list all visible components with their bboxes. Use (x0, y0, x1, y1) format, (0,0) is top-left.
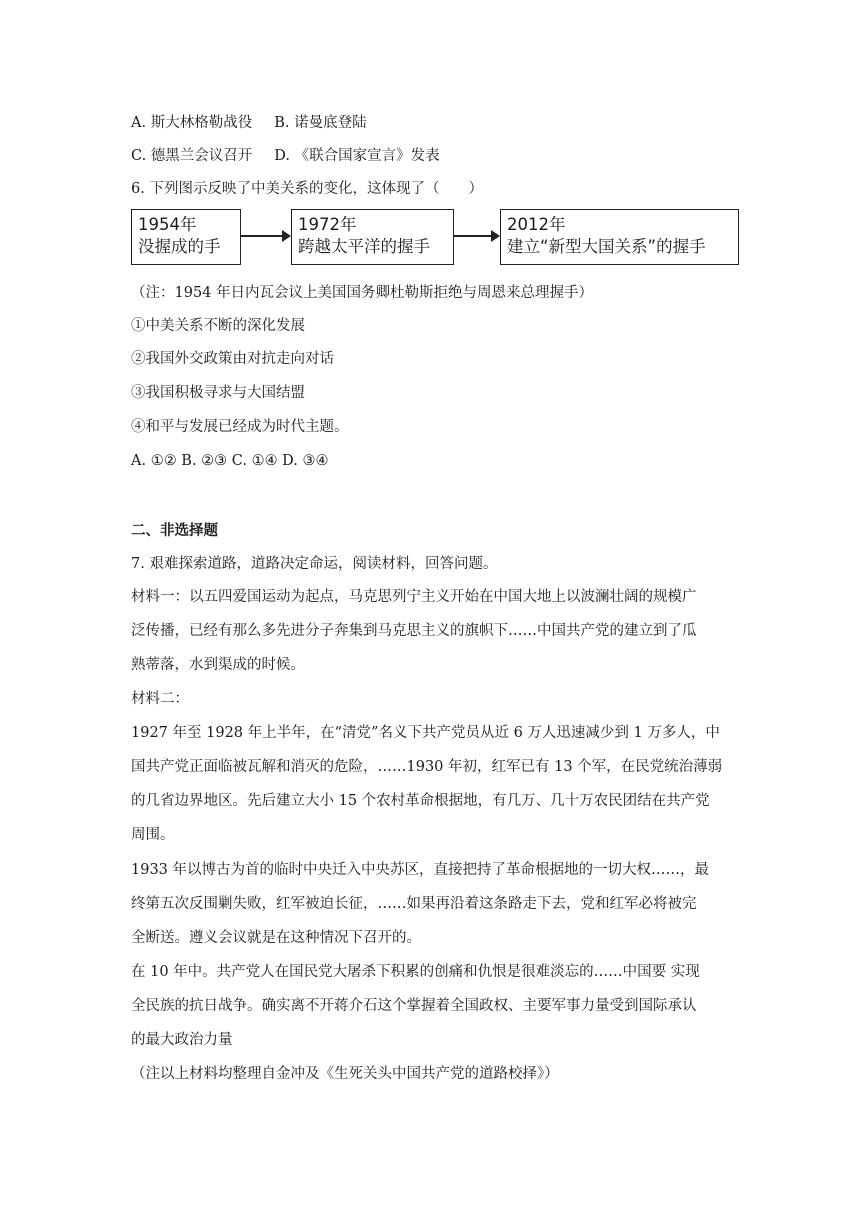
material-2-para-2-line: 终第五次反围剿失败，红军被迫长征，……如果再沿着这条路走下去，党和红军必将被完 (131, 896, 697, 912)
option-c: C. 德黑兰会议召开 (131, 148, 253, 164)
flow-arrow-2 (454, 235, 498, 237)
flow-caption: 没握成的手 (138, 237, 221, 256)
flow-year: 2012年 (507, 215, 566, 234)
flow-box-1954 (131, 209, 241, 265)
material-2-para-3-line: 的最大政治力量 (131, 1032, 233, 1048)
q6-answer-options: A. ①② B. ②③ C. ①④ D. ③④ (131, 453, 329, 469)
material-1-line: 熟蒂落，水到渠成的时候。 (131, 657, 305, 673)
material-2-para-2-line: 全断送。遵义会议就是在这种情况下召开的。 (131, 930, 421, 946)
source-note: （注以上材料均整理自金冲及《生死关头中国共产党的道路校择》） (131, 1066, 559, 1082)
relations-flow-diagram (131, 209, 739, 267)
flow-box-1972 (291, 209, 454, 265)
material-2-para-3-line: 全民族的抗日战争。确实离不开蒋介石这个掌握着全国政权、主要军事力量受到国际承认 (131, 998, 697, 1014)
material-2-para-1-line: 周围。 (131, 827, 175, 843)
flow-caption: 建立“新型大国关系”的握手 (507, 237, 706, 256)
q5-options-row-1 (131, 113, 367, 133)
option-a: A. 斯大林格勒战役 (131, 115, 253, 131)
material-1-line: 泛传播，已经有那么多先进分子奔集到马克思主义的旗帜下……中国共产党的建立到了瓜 (131, 623, 697, 639)
flow-caption: 跨越太平洋的握手 (298, 237, 430, 256)
q6-note: （注：1954 年日内瓦会议上美国国务卿杜勒斯拒绝与周恩来总理握手） (131, 285, 594, 301)
flow-year: 1972年 (298, 215, 357, 234)
material-2-para-3-line: 在 10 年中。共产党人在国民党大屠杀下积累的创痛和仇恨是很难淡忘的……中国要 实现 (131, 964, 700, 980)
q6-statement-2: ②我国外交政策由对抗走向对话 (131, 351, 334, 367)
flow-year: 1954年 (138, 215, 197, 234)
material-2-para-2-line: 1933 年以博古为首的临时中央迁入中央苏区，直接把持了革命根据地的一切大权……，最 (131, 862, 710, 878)
q6-statement-4: ④和平与发展已经成为时代主题。 (131, 419, 349, 435)
q7-stem: 7. 艰难探索道路，道路决定命运，阅读材料，回答问题。 (131, 556, 498, 572)
option-d: D. 《联合国家宣言》发表 (274, 148, 440, 164)
material-2-para-1-line: 国共产党正面临被瓦解和消灭的危险，……1930 年初，红军已有 13 个军，在民党统治薄弱 (131, 759, 723, 775)
flow-arrow-1 (241, 235, 289, 237)
material-1-line: 材料一：以五四爱国运动为起点，马克思列宁主义开始在中国大地上以波澜壮阔的规模广 (131, 589, 697, 605)
q6-statement-3: ③我国积极寻求与大国结盟 (131, 385, 305, 401)
section-title: 二、非选择题 (131, 523, 218, 539)
q6-statement-1: ①中美关系不断的深化发展 (131, 318, 305, 334)
material-2-para-1-line: 的几省边界地区。先后建立大小 15 个农村革命根据地，有几万、几十万农民团结在共产党 (131, 793, 710, 809)
material-2-title: 材料二： (131, 691, 189, 707)
material-2-para-1-line: 1927 年至 1928 年上半年，在“清党”名义下共产党员从近 6 万人迅速减少到 1 万多人，中 (131, 725, 720, 741)
q6-stem: 6. 下列图示反映了中美关系的变化，这体现了（ ） (131, 181, 483, 197)
q5-options-row-2 (131, 146, 440, 166)
option-b: B. 诺曼底登陆 (274, 115, 367, 131)
flow-box-2012 (500, 209, 739, 265)
